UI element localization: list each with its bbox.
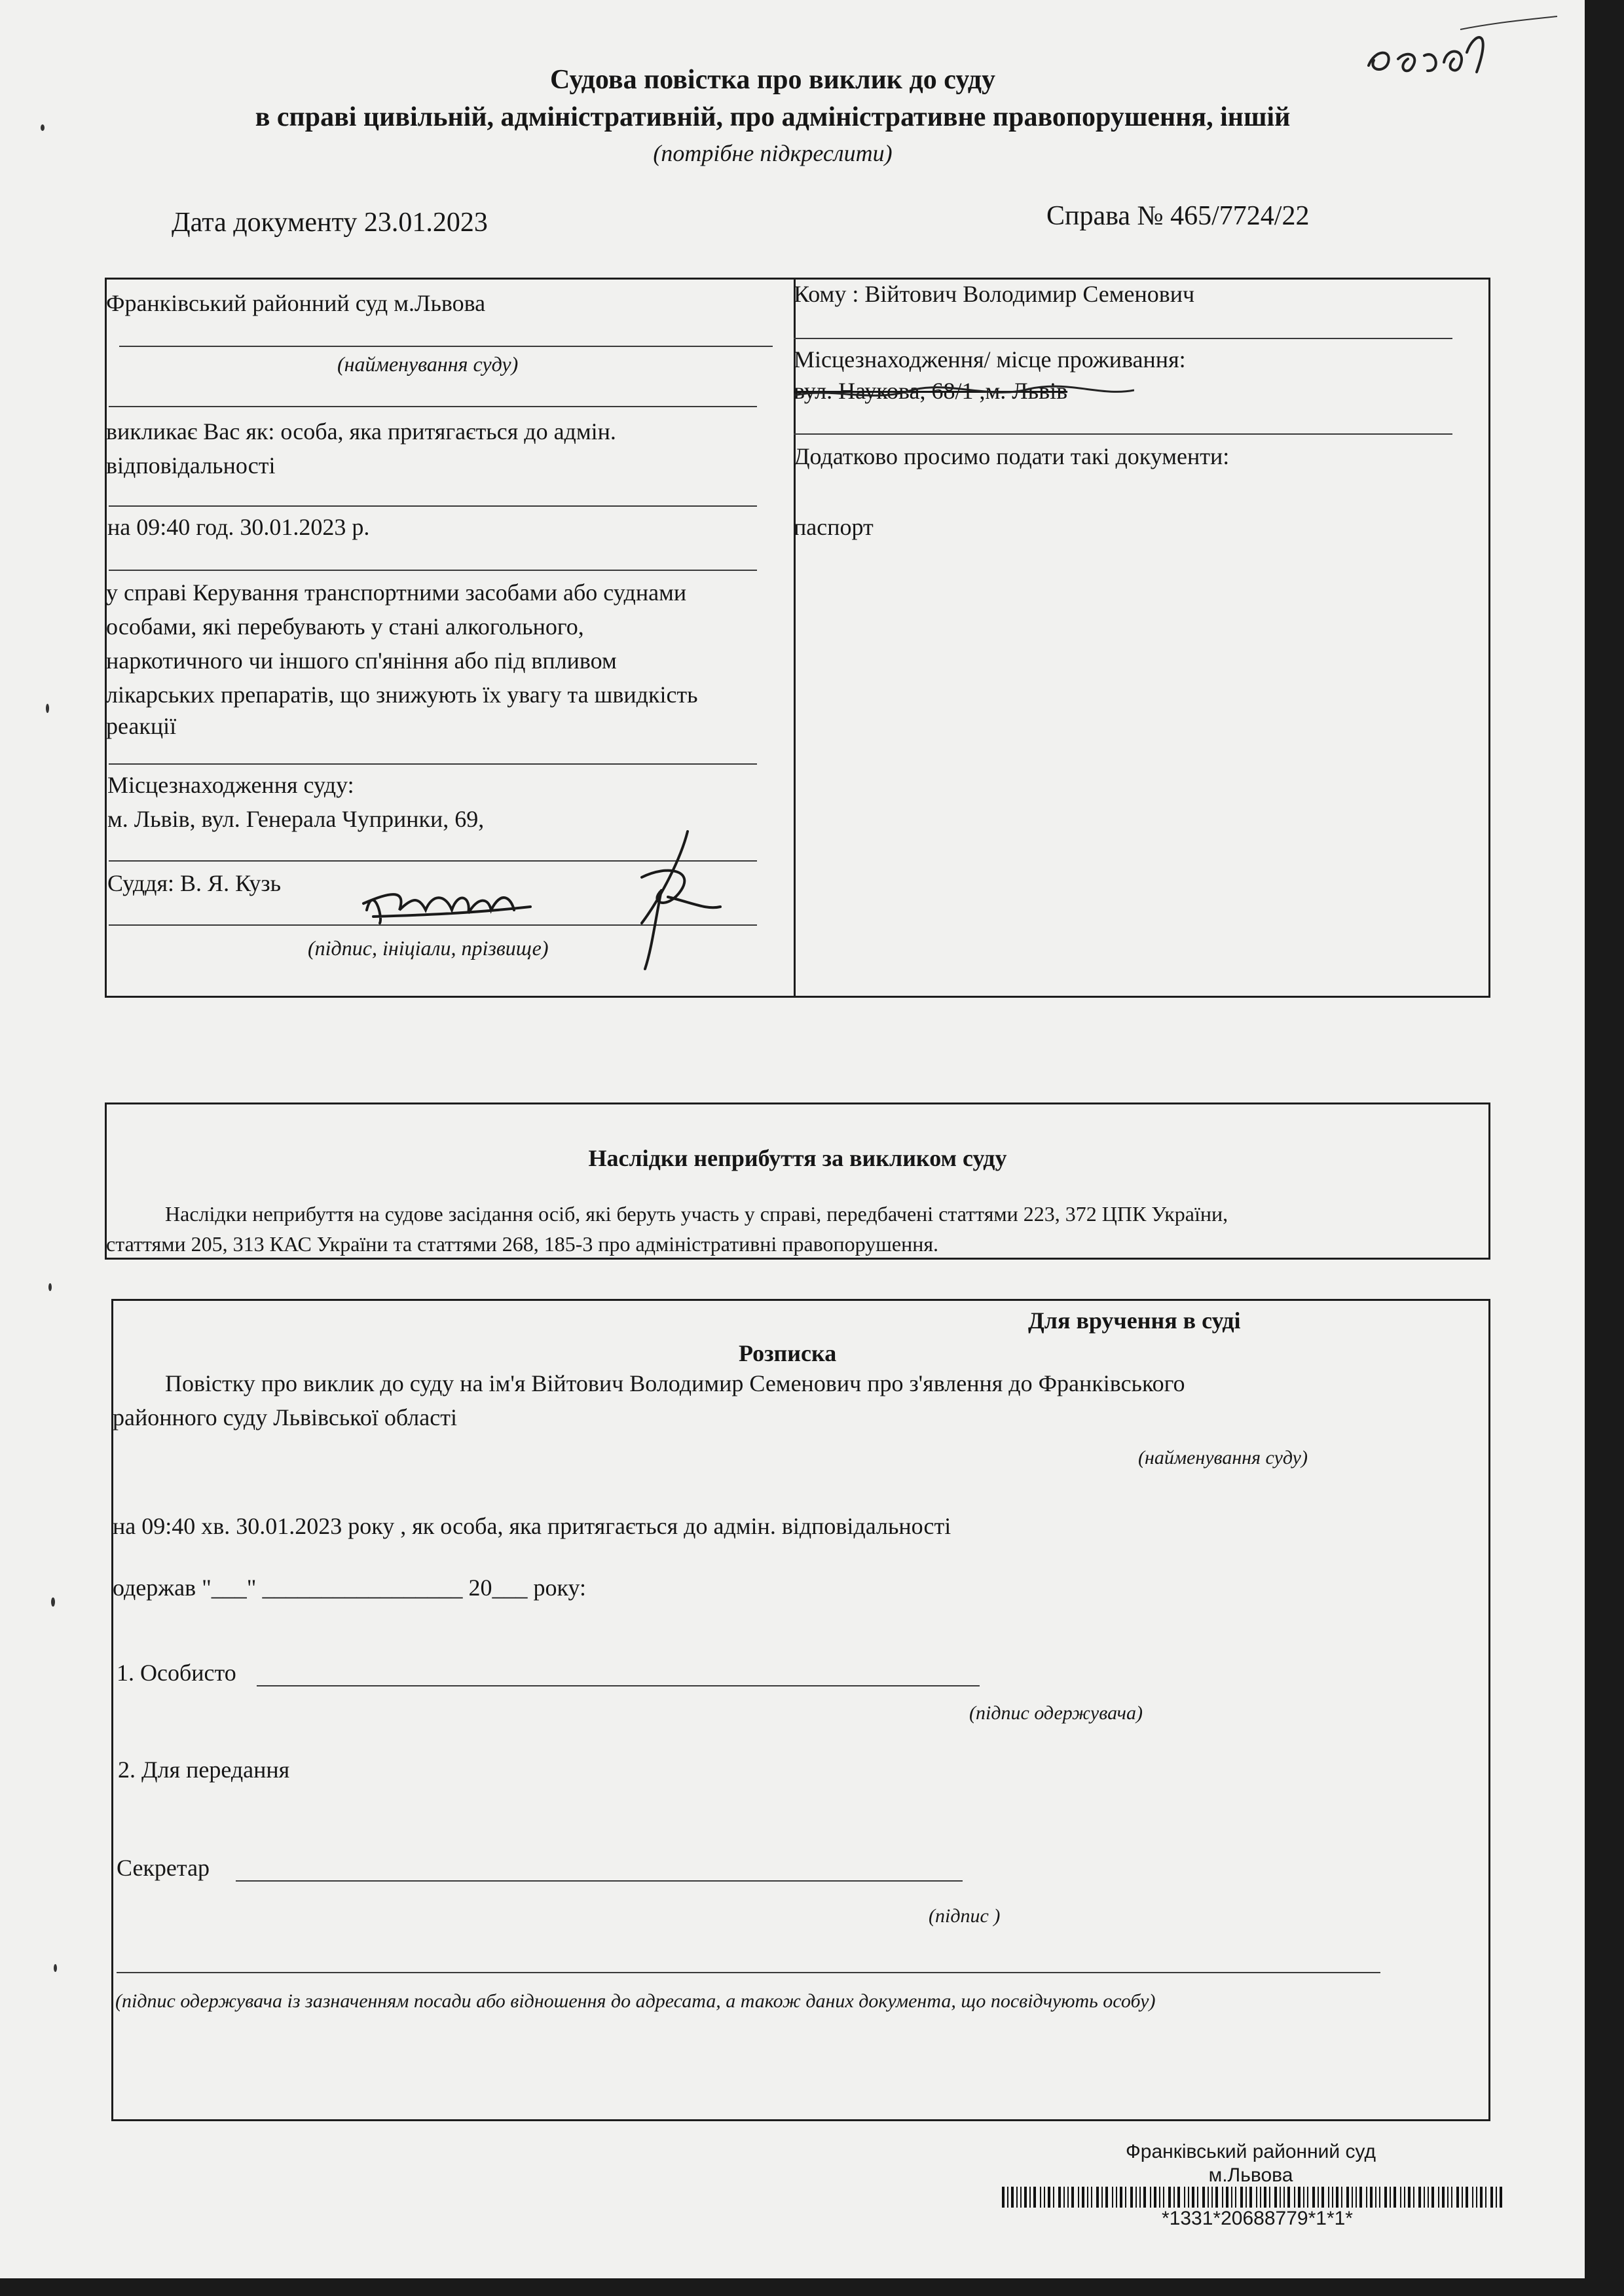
receipt-time-line: на 09:40 хв. 30.01.2023 року , як особа, яка притягається до адмін. відповідальності [113, 1513, 951, 1539]
receipt-line1: Повістку про виклик до суду на ім'я Війтович Володимир Семенович про з'явлення до Франківського [165, 1370, 1185, 1396]
barcode-text: *1331*20688779*1*1* [1162, 2208, 1353, 2229]
scan-speck [54, 1964, 57, 1972]
secretary-label: Секретар [117, 1855, 210, 1881]
address-value: вул. Наукова, 68/1 ,м. Львів [794, 378, 1068, 404]
rule [117, 1972, 1380, 1973]
document-title: Судова повістка про виклик до суду [550, 65, 995, 95]
rule [109, 570, 757, 571]
received-date-line: одержав "___" _________________ 20___ року: [113, 1575, 587, 1601]
address-strikeout-scribble [794, 371, 1134, 410]
case-subject-line5: реакції [106, 713, 177, 739]
document-subtitle: в справі цивільній, адміністративній, про адміністративне правопорушення, іншій [255, 102, 1291, 132]
court-location-label: Місцезнаходження суду: [107, 772, 354, 798]
receipt-line2: районного суду Львівської області [113, 1404, 457, 1430]
rule [119, 346, 773, 347]
hearing-time: на 09:40 год. 30.01.2023 р. [107, 514, 370, 540]
court-location-value: м. Львів, вул. Генерала Чупринки, 69, [107, 806, 485, 832]
address-label: Місцезнаходження/ місце проживання: [794, 346, 1186, 373]
underline-note: (потрібне підкреслити) [653, 140, 893, 166]
transfer-label: 2. Для передання [118, 1757, 290, 1783]
document-date: Дата документу 23.01.2023 [172, 208, 488, 238]
receipt-title: Розписка [739, 1340, 837, 1366]
scan-edge-right [1585, 0, 1624, 2296]
rule [794, 338, 1452, 339]
recipient-signature-caption: (підпис одержувача) [969, 1702, 1143, 1724]
case-subject-line2: особами, які перебувають у стані алкогольного, [106, 613, 584, 640]
for-court-delivery: Для вручення в суді [1028, 1307, 1241, 1334]
scan-speck [51, 1597, 55, 1607]
consequences-title: Наслідки неприбуття за викликом суду [588, 1145, 1007, 1171]
secretary-signature-caption: (підпис ) [929, 1905, 1001, 1927]
receipt-court-caption: (найменування суду) [1138, 1447, 1308, 1468]
court-name: Франківський районний суд м.Львова [106, 290, 486, 316]
case-subject-line3: наркотичного чи іншого сп'яніння або під впливом [106, 647, 617, 674]
rule [109, 505, 757, 507]
case-number: Справа № 465/7724/22 [1046, 201, 1310, 231]
rule [109, 763, 757, 765]
court-name-caption: (найменування суду) [337, 352, 519, 376]
signature-caption: (підпис, ініціали, прізвище) [308, 936, 549, 960]
documents-label: Додатково просимо подати такі документи: [794, 443, 1230, 469]
court-stamp-line1: Франківський районний суд [1125, 2141, 1376, 2162]
barcode [1002, 2187, 1506, 2208]
case-subject-line4: лікарських препаратів, що знижують їх увагу та швидкість [106, 682, 698, 708]
rule [109, 406, 757, 407]
rule [794, 433, 1452, 435]
judge-name: Суддя: В. Я. Кузь [107, 870, 282, 896]
scan-speck [46, 704, 49, 713]
consequences-text-line1: Наслідки неприбуття на судове засідання осіб, які беруть участь у справі, передбачені статтями 223, 372 ЦПК України, [165, 1202, 1228, 1226]
scan-speck [48, 1283, 52, 1291]
court-stamp-line2: м.Львова [1208, 2164, 1293, 2186]
judge-signature [354, 818, 747, 982]
secretary-signature-line [236, 1880, 963, 1882]
consequences-text-line2: статтями 205, 313 КАС України та статтями 268, 185-3 про адміністративні правопорушення. [106, 1232, 939, 1256]
recipient-signature-line [257, 1685, 980, 1686]
documents-value: паспорт [794, 514, 874, 540]
summons-role-line2: відповідальності [106, 452, 276, 479]
scan-edge-bottom [0, 2278, 1624, 2296]
summons-role-line1: викликає Вас як: особа, яка притягається до адмін. [106, 418, 616, 445]
receipt-footer-caption: (підпис одержувача із зазначенням посади або відношення до адресата, а також даних документа, що посвідчують особу) [115, 1990, 1156, 2012]
personally-label: 1. Особисто [117, 1660, 236, 1686]
case-subject-line1: у справі Керування транспортними засобами або суднами [106, 579, 687, 606]
recipient-name: Кому : Війтович Володимир Семенович [794, 281, 1195, 307]
